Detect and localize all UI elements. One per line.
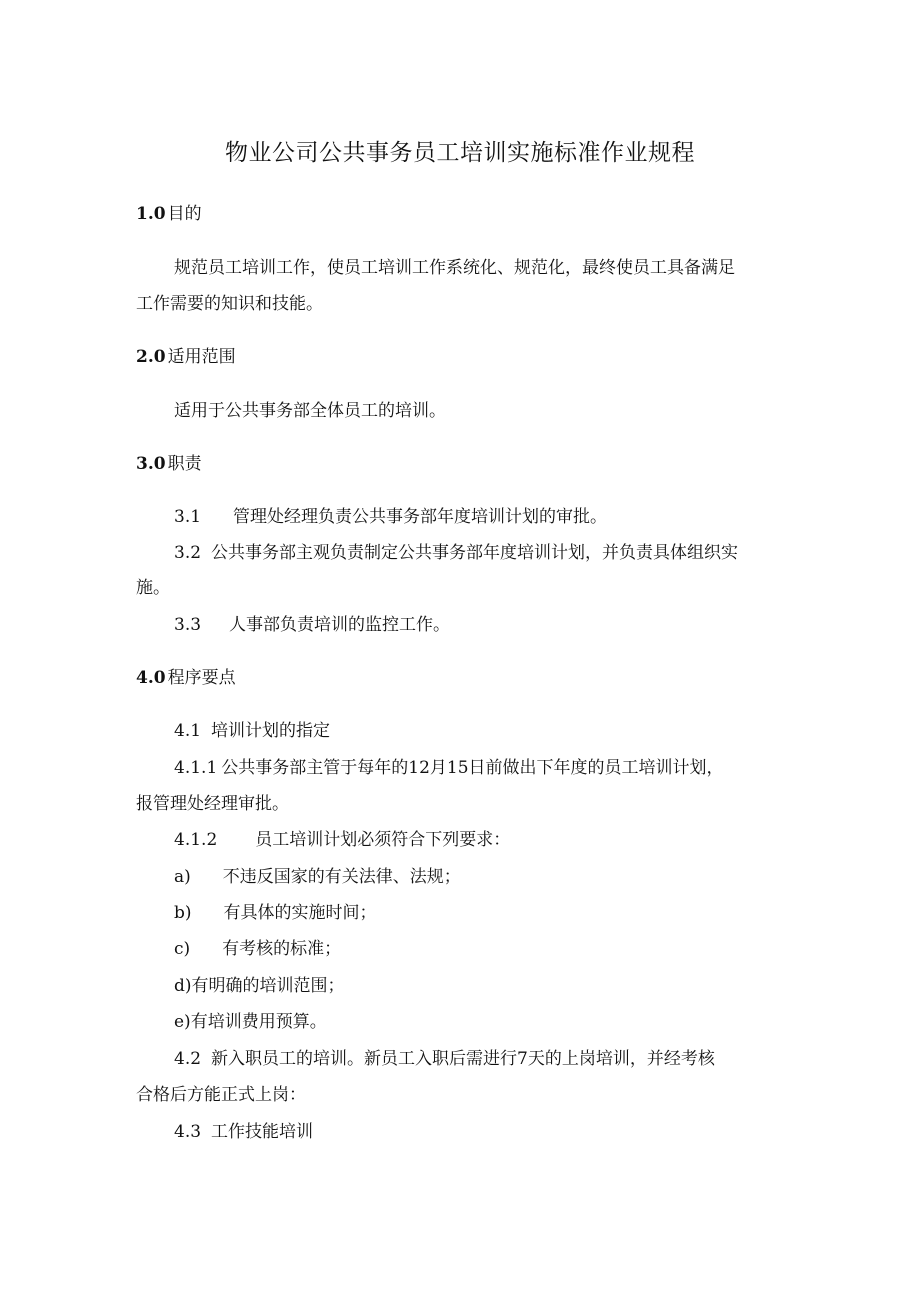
item-text: 管理处经理负责公共事务部年度培训计划的审批。 — [233, 507, 608, 527]
list-item — [174, 1048, 715, 1070]
item-number: c) — [174, 939, 191, 959]
item-text: 公共事务部主观负责制定公共事务部年度培训计划，并负责具体组织实 — [211, 543, 739, 563]
section-number: 1.0 — [136, 204, 166, 224]
list-item — [174, 902, 377, 924]
item-text: 培训计划的指定 — [211, 721, 331, 741]
document-title: 物业公司公共事务员工培训实施标准作业规程 — [225, 140, 695, 166]
section-number: 3.0 — [136, 454, 166, 474]
item-number: 4.1.1 — [174, 758, 218, 778]
section-number: 2.0 — [136, 347, 166, 367]
item-text: 有考核的标准； — [222, 939, 342, 959]
list-item — [174, 866, 461, 888]
item-number: a) — [174, 867, 191, 887]
list-item: e)有培训费用预算。 — [174, 1012, 327, 1032]
item-text: 不违反国家的有关法律、法规； — [222, 867, 461, 887]
paragraph-line: 适用于公共事务部全体员工的培训。 — [174, 401, 446, 421]
item-number: b) — [174, 903, 192, 923]
section-heading-responsibilities — [136, 453, 202, 475]
section-title: 职责 — [167, 454, 202, 474]
list-item — [174, 829, 510, 851]
item-number: 3.3 — [174, 615, 202, 635]
item-text: 工作技能培训 — [211, 1122, 314, 1142]
list-item — [174, 506, 607, 528]
paragraph-line: 报管理处经理审批。 — [136, 794, 289, 814]
list-item — [174, 938, 341, 960]
item-text: 员工培训计划必须符合下列要求： — [255, 830, 511, 850]
paragraph-line: 合格后方能正式上岗： — [136, 1085, 306, 1105]
item-number: 4.1.2 — [174, 830, 218, 850]
list-item — [174, 757, 724, 779]
item-number: 4.3 — [174, 1122, 202, 1142]
section-heading-procedure — [136, 667, 236, 689]
item-text: 有具体的实施时间； — [223, 903, 377, 923]
section-title: 目的 — [167, 204, 202, 224]
paragraph-line: 工作需要的知识和技能。 — [136, 294, 323, 314]
item-text: 新入职员工的培训。新员工入职后需进行7天的上岗培训，并经考核 — [211, 1049, 715, 1069]
section-title: 适用范围 — [167, 347, 236, 367]
section-heading-purpose — [136, 203, 202, 225]
item-number: 3.1 — [174, 507, 202, 527]
item-text: 人事部负责培训的监控工作。 — [229, 615, 451, 635]
paragraph-line: 施。 — [136, 578, 170, 598]
item-text: 公共事务部主管于每年的12月15日前做出下年度的员工培训计划， — [221, 758, 724, 778]
item-number: 4.1 — [174, 721, 202, 741]
list-item — [174, 1121, 313, 1143]
section-title: 程序要点 — [167, 668, 236, 688]
paragraph-line: 规范员工培训工作，使员工培训工作系统化、规范化，最终使员工具备满足 — [174, 258, 735, 278]
item-number: 3.2 — [174, 543, 202, 563]
list-item — [174, 614, 450, 636]
item-number: 4.2 — [174, 1049, 202, 1069]
list-item: d)有明确的培训范围； — [174, 976, 345, 996]
section-heading-scope — [136, 346, 236, 368]
list-item — [174, 542, 738, 564]
list-item — [174, 720, 330, 742]
section-number: 4.0 — [136, 668, 166, 688]
